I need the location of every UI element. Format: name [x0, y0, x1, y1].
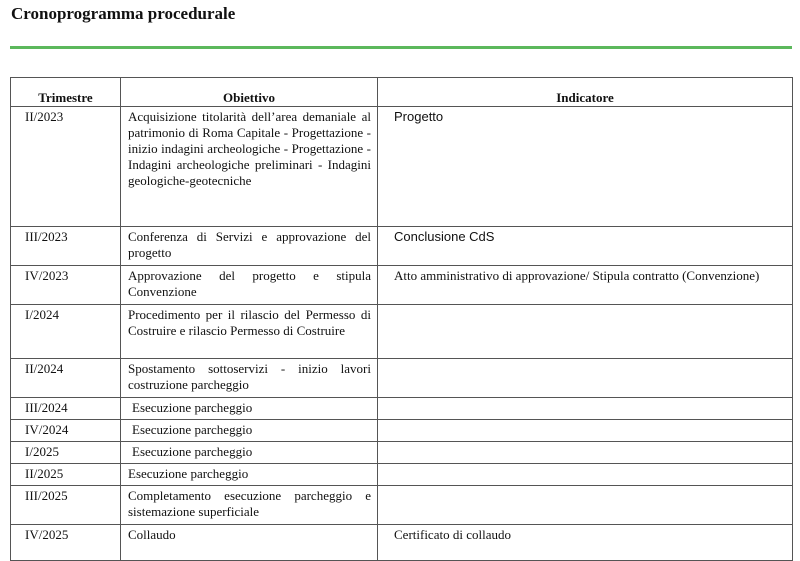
table-row	[11, 305, 793, 359]
cell-trimestre: III/2024	[11, 398, 121, 420]
table-row	[11, 227, 793, 266]
cell-trimestre: IV/2024	[11, 420, 121, 442]
obiettivo-text: Esecuzione parcheggio	[132, 400, 253, 415]
cell-indicatore	[378, 266, 793, 305]
obiettivo-text: Conferenza di Servizi e approvazione del progetto	[128, 229, 371, 260]
cell-obiettivo	[121, 464, 378, 486]
obiettivo-text: Acquisizione titolarità dell’area demaniale al patrimonio di Roma Capitale - Progettazione - inizio indagini archeologiche - Progettazione - Indagini archeologiche preliminari - Indagini geologiche-geotecniche	[128, 109, 371, 188]
obiettivo-text: Esecuzione parcheggio	[132, 444, 253, 459]
cell-trimestre: II/2025	[11, 464, 121, 486]
cell-obiettivo	[121, 359, 378, 398]
obiettivo-text: Procedimento per il rilascio del Permesso di Costruire e rilascio Permesso di Costruire	[128, 307, 371, 338]
table-row	[11, 486, 793, 525]
indicatore-text: Atto amministrativo di approvazione/ Stipula contratto (Convenzione)	[394, 268, 760, 283]
cell-trimestre: III/2023	[11, 227, 121, 266]
obiettivo-text: Approvazione del progetto e stipula Convenzione	[128, 268, 371, 299]
cell-trimestre: III/2025	[11, 486, 121, 525]
obiettivo-text: Completamento esecuzione parcheggio e sistemazione superficiale	[128, 488, 371, 519]
table-row	[11, 107, 793, 227]
title-divider	[10, 46, 792, 49]
cell-obiettivo	[121, 442, 378, 464]
cell-trimestre: IV/2025	[11, 525, 121, 561]
table-row	[11, 359, 793, 398]
table-row	[11, 525, 793, 561]
cell-indicatore	[378, 359, 793, 398]
cell-trimestre: II/2024	[11, 359, 121, 398]
table-row	[11, 464, 793, 486]
indicatore-text: Conclusione CdS	[394, 229, 495, 244]
page-title: Cronoprogramma procedurale	[11, 4, 236, 23]
cell-obiettivo	[121, 398, 378, 420]
cell-trimestre: IV/2023	[11, 266, 121, 305]
cell-indicatore	[378, 525, 793, 561]
cell-indicatore	[378, 227, 793, 266]
cell-obiettivo	[121, 420, 378, 442]
cell-obiettivo	[121, 227, 378, 266]
cell-obiettivo	[121, 305, 378, 359]
table-row	[11, 420, 793, 442]
table-row	[11, 442, 793, 464]
obiettivo-text: Esecuzione parcheggio	[128, 466, 249, 481]
indicatore-text: Certificato di collaudo	[394, 527, 511, 542]
cell-indicatore	[378, 420, 793, 442]
cell-obiettivo	[121, 486, 378, 525]
header-indicatore: Indicatore	[378, 78, 793, 107]
cell-obiettivo	[121, 266, 378, 305]
schedule-table	[10, 77, 793, 561]
table-row	[11, 266, 793, 305]
obiettivo-text: Spostamento sottoservizi - inizio lavori costruzione parcheggio	[128, 361, 371, 392]
cell-indicatore	[378, 107, 793, 227]
cell-indicatore	[378, 305, 793, 359]
indicatore-text: Progetto	[394, 109, 444, 124]
cell-indicatore	[378, 398, 793, 420]
cell-indicatore	[378, 486, 793, 525]
header-trimestre: Trimestre	[11, 78, 121, 107]
table-row	[11, 398, 793, 420]
cell-indicatore	[378, 442, 793, 464]
header-obiettivo: Obiettivo	[121, 78, 378, 107]
obiettivo-text: Esecuzione parcheggio	[132, 422, 253, 437]
table-header-row	[11, 78, 793, 107]
cell-obiettivo	[121, 107, 378, 227]
cell-indicatore	[378, 464, 793, 486]
cell-trimestre: I/2024	[11, 305, 121, 359]
cell-obiettivo	[121, 525, 378, 561]
obiettivo-text: Collaudo	[128, 527, 176, 542]
cell-trimestre: II/2023	[11, 107, 121, 227]
cell-trimestre: I/2025	[11, 442, 121, 464]
